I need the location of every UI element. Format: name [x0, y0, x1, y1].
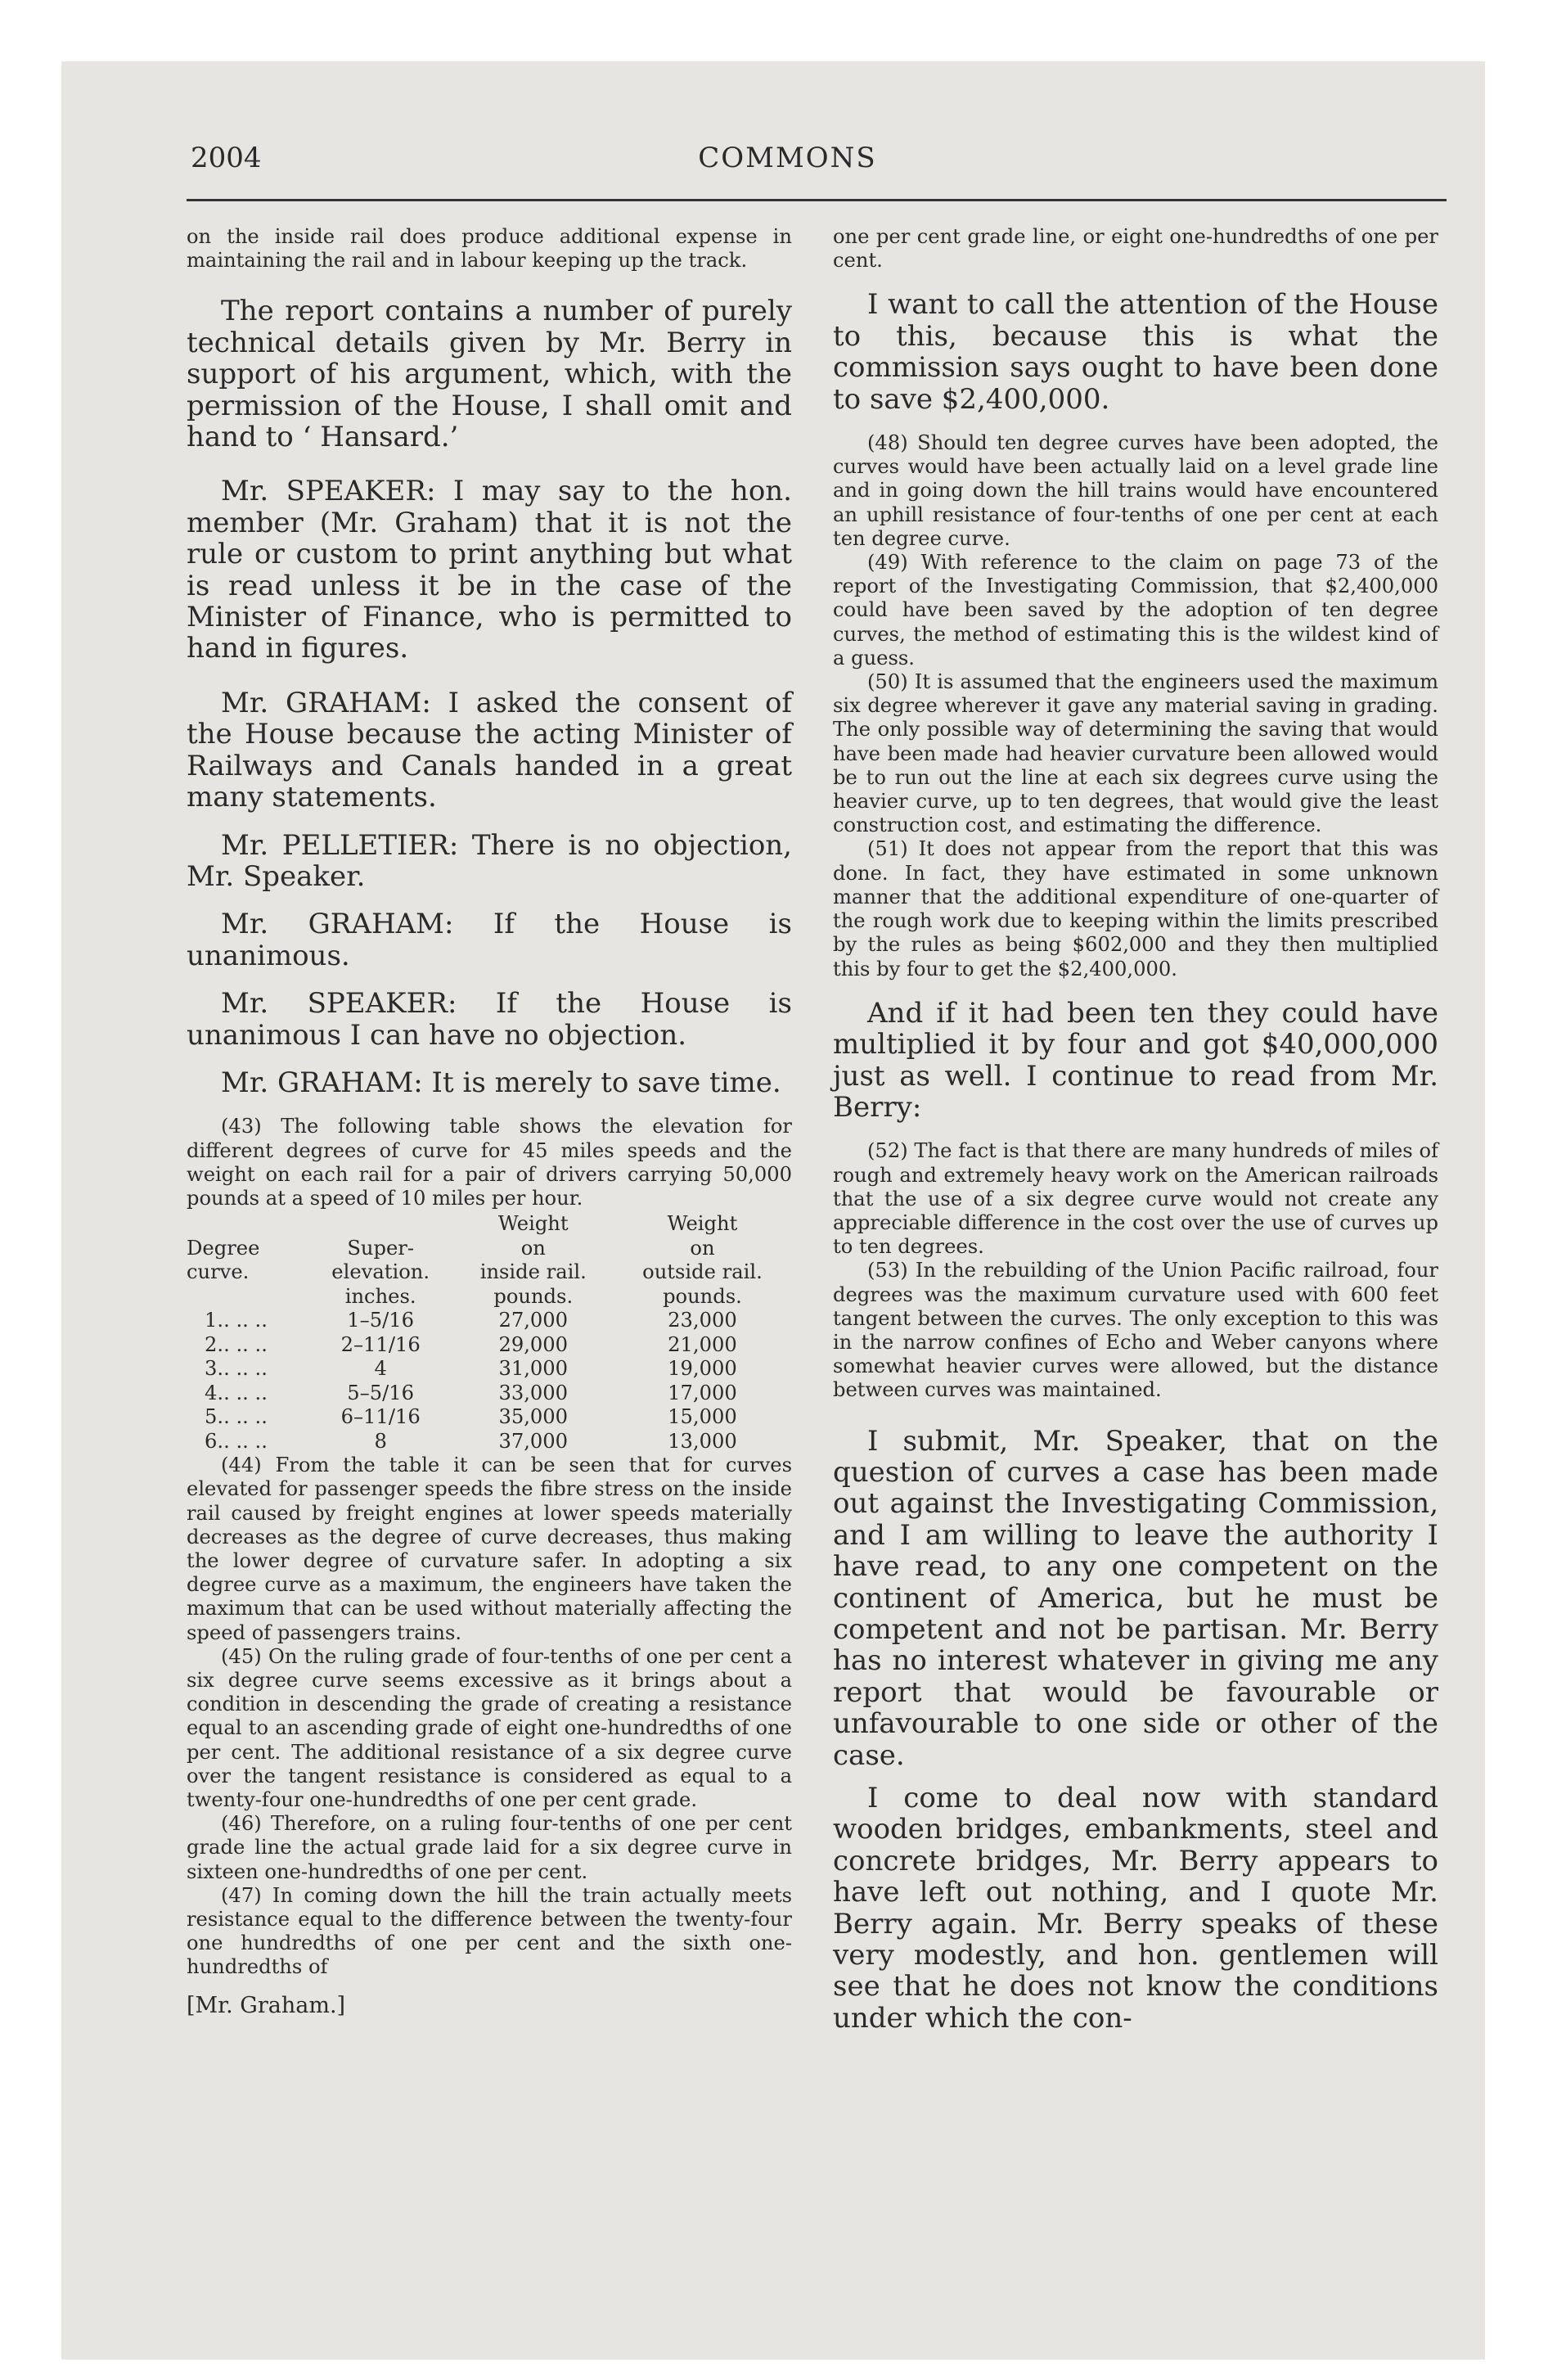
- table-cell: 33,000: [498, 1381, 569, 1404]
- table-cell: 8: [374, 1429, 387, 1453]
- quoted-paragraph: (43) The following table shows the elevation for different degrees of curve for 45 miles speeds and the weight on each rail for a pair of drivers carrying 50,000 pounds at a speed of 10 miles per hour.: [187, 1115, 792, 1210]
- table-row: [187, 1405, 792, 1430]
- page-number: 2004: [191, 142, 262, 174]
- table-header-cell: on: [520, 1236, 546, 1260]
- quoted-paragraph: (46) Therefore, on a ruling four-tenths of one per cent grade line the actual grade laid for a six degree curve in sixteen one-hundredths of one per cent.: [187, 1812, 792, 1883]
- table-header-row: [187, 1285, 792, 1309]
- table-header-cell: pounds.: [663, 1284, 742, 1308]
- table-cell: 37,000: [498, 1429, 569, 1453]
- table-header-cell: Weight: [497, 1212, 569, 1236]
- table-cell: 17,000: [668, 1381, 737, 1404]
- table-cell: 27,000: [498, 1309, 569, 1332]
- speech-paragraph: I want to call the attention of the House to this, because this is what the commission says ought to have been done to save $2,400,000.: [833, 288, 1438, 416]
- table-cell: 3.. .. ..: [205, 1357, 268, 1381]
- table-row: [187, 1333, 792, 1358]
- table-header-cell: inside rail.: [479, 1260, 587, 1284]
- table-header-cell: pounds.: [493, 1284, 574, 1308]
- table-cell: 19,000: [668, 1357, 737, 1381]
- table-row: [187, 1430, 792, 1454]
- table-cell: 29,000: [498, 1332, 569, 1356]
- table-header-row: [187, 1260, 792, 1285]
- table-header-cell: [187, 1212, 308, 1237]
- paragraph: on the inside rail does produce additional expense in maintaining the rail and in labour keeping up the track.: [187, 225, 792, 273]
- table-cell: 21,000: [668, 1332, 737, 1356]
- table-header-cell: Weight: [667, 1212, 738, 1236]
- table-cell: 1–5/16: [347, 1309, 415, 1332]
- quoted-paragraph: (53) In the rebuilding of the Union Pacific railroad, four degrees was the maximum curvature used with 600 feet tangent between the curves. The only exception to this was in the narrow confines of Echo and Weber canyons where somewhat heavier curves were allowed, but the distance between curves was maintained.: [833, 1259, 1438, 1402]
- speech-paragraph: Mr. GRAHAM: I asked the consent of the House because the acting Minister of Railways and Canals handed in a great many statements.: [187, 686, 792, 814]
- table-header-cell: Super-: [347, 1236, 414, 1260]
- table-header-cell: outside rail.: [642, 1260, 763, 1284]
- table-row: [187, 1382, 792, 1406]
- table-cell: 5.. .. ..: [205, 1405, 268, 1429]
- table-cell: 2.. .. ..: [205, 1332, 268, 1356]
- speech-paragraph: I submit, Mr. Speaker, that on the question of curves a case has been made out against the Investigating Commission, and I am willing to leave the authority I have read, to any one competent on the continent of America, but he must be competent and not be partisan. Mr. Berry has no interest whatever in giving me any report that would be favourable or unfavourable to one side or other of the case.: [833, 1424, 1438, 1772]
- paragraph: The report contains a number of purely technical details given by Mr. Berry in support of his argument, which, with the permission of the House, I shall omit and hand to ‘ Hansard.’: [187, 295, 792, 454]
- speech-paragraph: Mr. GRAHAM: It is merely to save time.: [221, 1066, 781, 1099]
- quoted-paragraph: (51) It does not appear from the report that this was done. In fact, they have estimated in some unknown manner that the additional expenditure of one-quarter of the rough work due to keeping within the limits prescribed by the rules as being $602,000 and they then multiplied this by four to get the $2,400,000.: [833, 837, 1438, 980]
- quoted-paragraph: (52) The fact is that there are many hundreds of miles of rough and extremely heavy work on the American railroads that the use of a six degree curve would not create any appreciable difference in the cost over the use of curves up to ten degrees.: [833, 1139, 1438, 1259]
- table-row: [187, 1309, 792, 1333]
- table-header-cell: [308, 1212, 454, 1237]
- quoted-paragraph: (48) Should ten degree curves have been adopted, the curves would have been actually laid on a level grade line and in going down the hill trains would have encountered an uphill resistance of four-tenths of one per cent at each ten degree curve.: [833, 431, 1438, 550]
- speech-paragraph: Mr. GRAHAM: If the House is unanimous.: [187, 908, 792, 972]
- table-header-cell: inches.: [344, 1284, 416, 1308]
- quoted-paragraph: one per cent grade line, or eight one-hundredths of one per cent.: [833, 225, 1438, 273]
- quoted-paragraph: (50) It is assumed that the engineers used the maximum six degree wherever it gave any material saving in grading. The only possible way of determining the saving that would have been made had heavier curvature been allowed would be to run out the line at each six degrees curve using the heavier curve, up to ten degrees, that would give the least construction cost, and estimating the difference.: [833, 670, 1438, 837]
- table-header-row: [187, 1237, 792, 1261]
- table-cell: 23,000: [668, 1309, 737, 1332]
- speech-paragraph: Mr. SPEAKER: If the House is unanimous I can have no objection.: [187, 987, 792, 1052]
- table-cell: 1.. .. ..: [205, 1309, 268, 1332]
- header-rule: [187, 199, 1447, 201]
- table-cell: 15,000: [668, 1405, 737, 1429]
- table-cell: 4: [374, 1357, 387, 1381]
- table-cell: 2–11/16: [340, 1332, 421, 1356]
- table-cell: 13,000: [668, 1429, 737, 1453]
- table-header-cell: Degree: [187, 1236, 260, 1260]
- table-header-cell: on: [690, 1236, 715, 1260]
- left-column: [187, 225, 792, 2018]
- speech-paragraph: And if it had been ten they could have multiplied it by four and got $40,000,000 just as well. I continue to read from Mr. Berry:: [833, 996, 1438, 1124]
- quoted-paragraph: (49) With reference to the claim on page 73 of the report of the Investigating Commission, that $2,400,000 could have been saved by the adoption of ten degree curves, the method of estimating this is the wildest kind of a guess.: [833, 551, 1438, 669]
- table-cell: 6–11/16: [340, 1405, 421, 1429]
- quoted-paragraph: (47) In coming down the hill the train actually meets resistance equal to the difference between the twenty-four one hundredths of one per cent and the sixth one-hundredths of: [187, 1883, 792, 1979]
- speech-paragraph: Mr. SPEAKER: I may say to the hon. member (Mr. Graham) that it is not the rule or custom to print anything but what is read unless it be in the case of the Minister of Finance, who is permitted to hand in figures.: [187, 475, 792, 665]
- curve-elevation-table: [187, 1212, 792, 1454]
- page-header: [127, 135, 1448, 192]
- table-row: [187, 1357, 792, 1382]
- table-header-cell: curve.: [187, 1260, 250, 1284]
- speech-paragraph: I come to deal now with standard wooden bridges, embankments, steel and concrete bridges, Mr. Berry appears to have left out nothing, and I quote Mr. Berry again. Mr. Berry speaks of these very modestly, and hon. gentlemen will see that he does not know the conditions under which the con-: [833, 1782, 1438, 2035]
- quoted-paragraph: (45) On the ruling grade of four-tenths of one per cent a six degree curve seems excessive as it brings about a condition in descending the grade of creating a resistance equal to an ascending grade of eight one-hundredths of one per cent. The additional resistance of a six degree curve over the tangent resistance is considered as equal to a twenty-four one-hundredths of one per cent grade.: [187, 1644, 792, 1811]
- table-header-row: [187, 1212, 792, 1237]
- speech-paragraph: Mr. PELLETIER: There is no objection, Mr. Speaker.: [187, 828, 792, 893]
- table-cell: 31,000: [498, 1357, 569, 1381]
- table-cell: 4.. .. ..: [205, 1381, 268, 1404]
- right-column: [833, 225, 1438, 2034]
- quoted-paragraph: (44) From the table it can be seen that for curves elevated for passenger speeds the fibre stress on the inside rail caused by freight engines at lower speeds materially decreases as the degree of curve decreases, thus making the lower degree of curvature safer. In adopting a six degree curve as a maximum, the engineers have taken the maximum that can be used without materially affecting the speed of passengers trains.: [187, 1454, 792, 1644]
- speaker-footer: [Mr. Graham.]: [187, 1992, 346, 2018]
- table-cell: 5–5/16: [347, 1381, 415, 1404]
- table-header-cell: [187, 1285, 308, 1309]
- table-cell: 6.. .. ..: [205, 1429, 268, 1453]
- table-header-cell: elevation.: [331, 1260, 430, 1284]
- table-cell: 35,000: [498, 1405, 569, 1429]
- running-head: COMMONS: [698, 142, 877, 174]
